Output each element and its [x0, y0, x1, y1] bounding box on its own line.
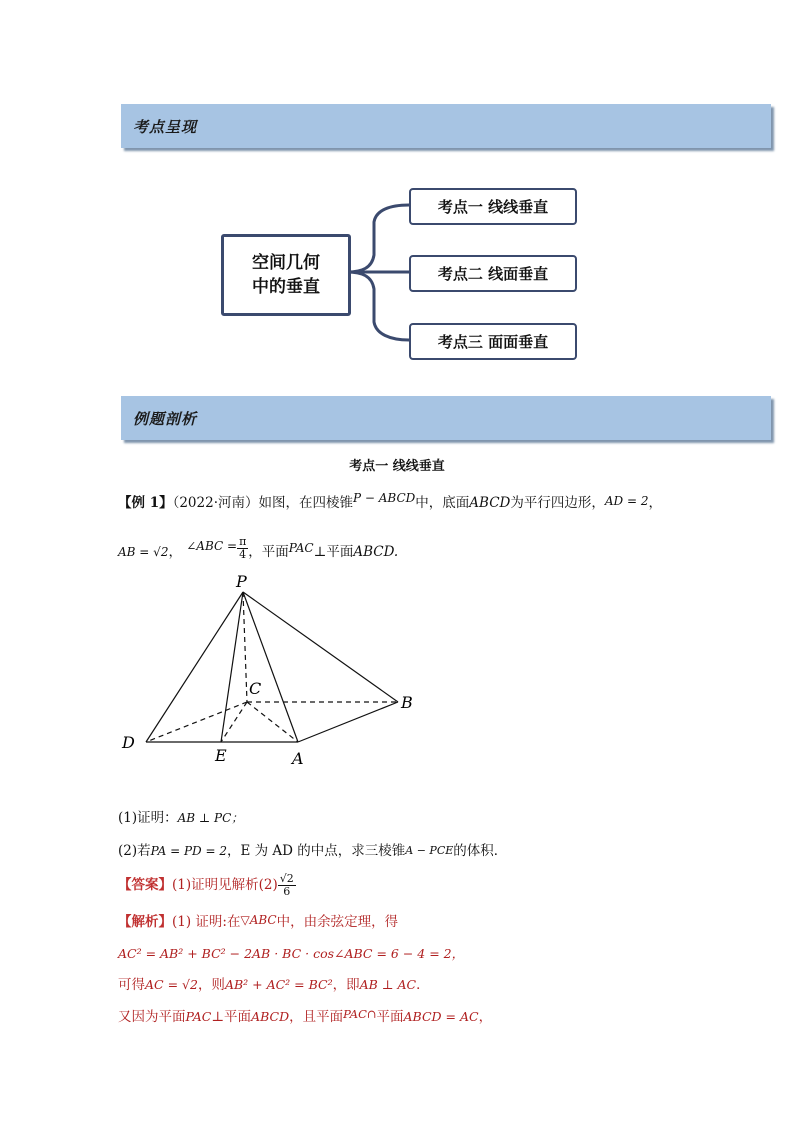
c1: 又因为平面	[118, 1009, 186, 1025]
answer-label: 【答案】	[118, 877, 172, 893]
ad-equation: AD = 2	[604, 494, 649, 508]
answer-text: (1)证明见解析(2)	[172, 877, 278, 893]
vertex-label-b: B	[401, 693, 413, 712]
c3: ⊥平面	[211, 1009, 252, 1025]
section-title-2: 例题剖析	[133, 410, 198, 428]
subsection-title: 考点一 线线垂直	[349, 459, 445, 474]
c8: ABCD = AC	[403, 1009, 479, 1024]
c2: PAC	[185, 1009, 212, 1024]
answer-den: 6	[283, 885, 291, 898]
q2-expr: PA = PD = 2	[150, 844, 227, 858]
plane-pac: PAC	[288, 541, 314, 555]
b5: ，即	[332, 977, 360, 993]
pyramid-name: P − ABCD	[353, 491, 416, 505]
c9: ，	[478, 1009, 493, 1025]
answer-line	[118, 870, 296, 900]
c6: PAC∩	[343, 1007, 377, 1021]
b2: AC = √2	[145, 977, 198, 992]
vertex-label-p: P	[236, 572, 247, 591]
plane-abcd: ABCD.	[353, 544, 399, 560]
plane-text: ，平面	[248, 544, 289, 560]
q1-label: (1)证明：	[118, 810, 178, 826]
b1: 可得	[118, 977, 145, 993]
frac-den: 4	[239, 548, 247, 561]
mindmap-center-line1: 空间几何	[252, 253, 320, 273]
angle-abc: ∠ABC =	[186, 539, 238, 553]
question-1	[118, 808, 243, 828]
analysis-text: (1) 证明:在	[172, 914, 241, 930]
base-name: ABCD	[469, 495, 511, 511]
vertex-label-e: E	[215, 746, 227, 765]
vertex-label-d: D	[122, 733, 135, 752]
q2-mid: ，E 为 AD 的中点，求三棱锥	[226, 843, 406, 859]
triangle-abc: ▽ABC	[240, 913, 277, 927]
analysis-line-4	[118, 1007, 492, 1027]
c4: ABCD	[251, 1009, 290, 1024]
q1-expr: AB ⊥ PC；	[177, 811, 244, 825]
analysis-line-3	[118, 975, 430, 995]
question-2	[118, 841, 507, 862]
section-title-1: 考点呈现	[133, 118, 198, 136]
analysis-label: 【解析】	[118, 914, 172, 930]
frac-num: π	[239, 535, 247, 548]
q2-tetrahedron: A − PCE	[405, 844, 454, 857]
mindmap-leaf-1-label: 考点一 线线垂直	[437, 198, 549, 216]
comma: ，	[648, 495, 662, 511]
q2-end: 的体积．	[453, 843, 508, 859]
vertex-label-a: A	[292, 749, 304, 768]
mindmap-leaf-2-label: 考点二 线面垂直	[437, 265, 549, 283]
b3: ，则	[197, 977, 225, 993]
parallelogram-text: 为平行四边形，	[510, 495, 605, 511]
answer-num: √2	[279, 872, 294, 885]
analysis-cont: 中，由余弦定理，得	[276, 914, 399, 930]
example-source: （2022·河南）如图，在四棱锥	[172, 495, 353, 511]
vertex-label-c: C	[249, 679, 262, 698]
answer-fraction	[278, 873, 296, 898]
ab-equation: AB = √2	[118, 545, 169, 559]
b4: AB² + AC² = BC²	[224, 977, 333, 992]
c5: ，且平面	[289, 1009, 344, 1025]
perp-plane: ⊥平面	[313, 544, 354, 560]
b6: AB ⊥ AC	[359, 977, 417, 992]
comma: ，	[168, 544, 182, 560]
mindmap-center-line2: 中的垂直	[252, 277, 320, 297]
q2-label: (2)若	[118, 843, 151, 859]
c7: 平面	[376, 1009, 404, 1025]
example-label: 【例 1】	[118, 495, 173, 511]
mindmap-leaf-3-label: 考点三 面面垂直	[437, 333, 549, 351]
analysis-line-1	[118, 912, 398, 932]
example-text: 中，底面	[415, 495, 470, 511]
cosine-law-line: AC² = AB² + BC² − 2AB · BC · cos∠ABC = 6 − 4 = 2，	[118, 946, 465, 961]
b7: ．	[416, 977, 430, 993]
